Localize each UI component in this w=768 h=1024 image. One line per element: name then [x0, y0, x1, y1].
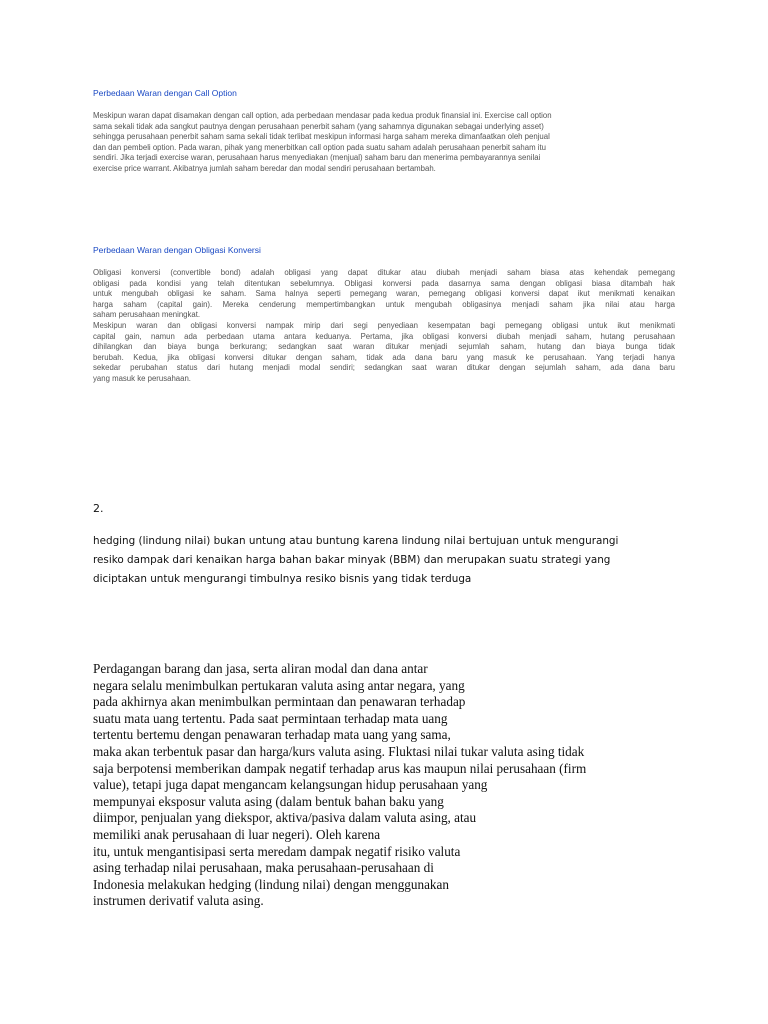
text-line: Perdagangan barang dan jasa, serta aliran modal dan dana antar: [93, 661, 428, 676]
hedging-definition: [93, 532, 693, 589]
section-heading-call-option: Perbedaan Waran dengan Call Option: [93, 88, 237, 98]
text-line: value), tetapi juga dapat mengancam kelangsungan hidup perusahaan yang: [93, 777, 488, 793]
text-line: capital gain, namun ada perbedaan utama antara keduanya. Pertama, jika obligasi konversi diubah menjadi saham, hutang perusahaan: [93, 331, 675, 341]
text-line: berubah. Kedua, jika obligasi konversi ditukar dengan saham, tidak ada dana baru yang masuk ke perusahaan. Yang terjadi hanya: [93, 352, 675, 362]
text-line: sendiri. Jika terjadi exercise waran, perusahaan harus menyediakan (menjual) saham baru dan menerima pembayarannya senilai: [93, 153, 541, 163]
text-line: maka akan terbentuk pasar dan harga/kurs valuta asing. Fluktasi nilai tukar valuta asing tidak: [93, 743, 585, 759]
paragraph-call-option: [93, 111, 675, 175]
text-line: Meskipun waran dapat disamakan dengan call option, ada perbedaan mendasar pada kedua produk finansial ini. Exercise call option: [93, 111, 552, 120]
text-line: yang masuk ke perusahaan.: [93, 373, 191, 383]
text-line: instrumen derivatif valuta asing.: [93, 893, 264, 909]
text-line: diimpor, penjualan yang diekspor, aktiva/pasiva dalam valuta asing, atau: [93, 810, 477, 826]
text-line: diciptakan untuk mengurangi timbulnya resiko bisnis yang tidak terduga: [93, 573, 472, 585]
text-line: untuk mengubah obligasi ke saham. Sama halnya seperti pemegang waran, pemegang obligasi konversi dapat ikut menikmati kenaikan: [93, 289, 675, 299]
text-line: sekedar perubahan status dari hutang menjadi modal sendiri; sedangkan saat waran ditukar dengan sejumlah saham, ada dana baru: [93, 363, 675, 373]
text-line: dihilangkan dan biaya bunga berkurang; sedangkan saat waran ditukar menjadi sejumlah saham, hutang dan biaya bunga tidak: [93, 342, 675, 352]
text-line: suatu mata uang tertentu. Pada saat permintaan terhadap mata uang: [93, 710, 448, 726]
text-line: asing terhadap nilai perusahaan, maka perusahaan-perusahaan di: [93, 860, 434, 876]
text-line: Obligasi konversi (convertible bond) adalah obligasi yang dapat ditukar atau diubah menjadi saham biasa atas kehendak pemegang: [93, 268, 675, 277]
text-line: mempunyai eksposur valuta asing (dalam bentuk bahan baku yang: [93, 793, 444, 809]
text-line: harga saham (capital gain). Mereka cenderung mempertimbangkan untuk mengubah obligasinya menjadi saham jika nilai atau harga: [93, 299, 675, 309]
text-line: hedging (lindung nilai) bukan untung atau buntung karena lindung nilai bertujuan untuk mengurangi: [93, 535, 619, 547]
text-line: pada akhirnya akan menimbulkan permintaan dan penawaran terhadap: [93, 694, 466, 710]
text-line: itu, untuk mengantisipasi serta meredam dampak negatif risiko valuta: [93, 843, 461, 859]
text-line: saja berpotensi memberikan dampak negatif terhadap arus kas maupun nilai perusahaan (firm: [93, 760, 587, 776]
section-heading-obligasi-konversi: Perbedaan Waran dengan Obligasi Konversi: [93, 245, 261, 255]
text-line: memiliki anak perusahaan di luar negeri). Oleh karena: [93, 826, 381, 842]
text-line: resiko dampak dari kenaikan harga bahan bakar minyak (BBM) dan merupakan suatu strategi yang: [93, 554, 611, 566]
text-line: saham perusahaan meningkat.: [93, 310, 201, 320]
text-line: tertentu bertemu dengan penawaran terhadap mata uang yang sama,: [93, 727, 451, 743]
text-line: sehingga perusahaan penerbit saham sama sekali tidak terlibat meskipun informasi harga saham mereka dimanfaatkan oleh penjual: [93, 132, 550, 142]
text-line: dan dan pembeli option. Pada waran, pihak yang menerbitkan call option pada suatu saham adalah perusahaan penerbit saham itu: [93, 142, 546, 152]
text-line: sama sekali tidak ada sangkut pautnya dengan perusahaan penerbit saham (yang sahamnya digunakan sebagai underlying asset): [93, 121, 544, 131]
paragraph-obligasi-konversi: [93, 268, 675, 385]
text-line: obligasi pada kondisi yang telah ditentukan sebelumnya. Obligasi konversi pada dasarnya sama dengan obligasi biasa ditambah hak: [93, 278, 675, 288]
text-line: negara selalu menimbulkan pertukaran valuta asing antar negara, yang: [93, 677, 465, 693]
text-line: Indonesia melakukan hedging (lindung nilai) dengan menggunakan: [93, 876, 449, 892]
text-line: Meskipun waran dan obligasi konversi nampak mirip dari segi penyediaan kesempatan bagi pemegang obligasi untuk ikut menikmati: [93, 320, 675, 330]
paragraph-valuta-asing: [93, 661, 693, 910]
text-line: exercise price warrant. Akibatnya jumlah saham beredar dan modal sendiri perusahaan bertambah.: [93, 163, 436, 173]
item-number: 2.: [93, 502, 104, 515]
